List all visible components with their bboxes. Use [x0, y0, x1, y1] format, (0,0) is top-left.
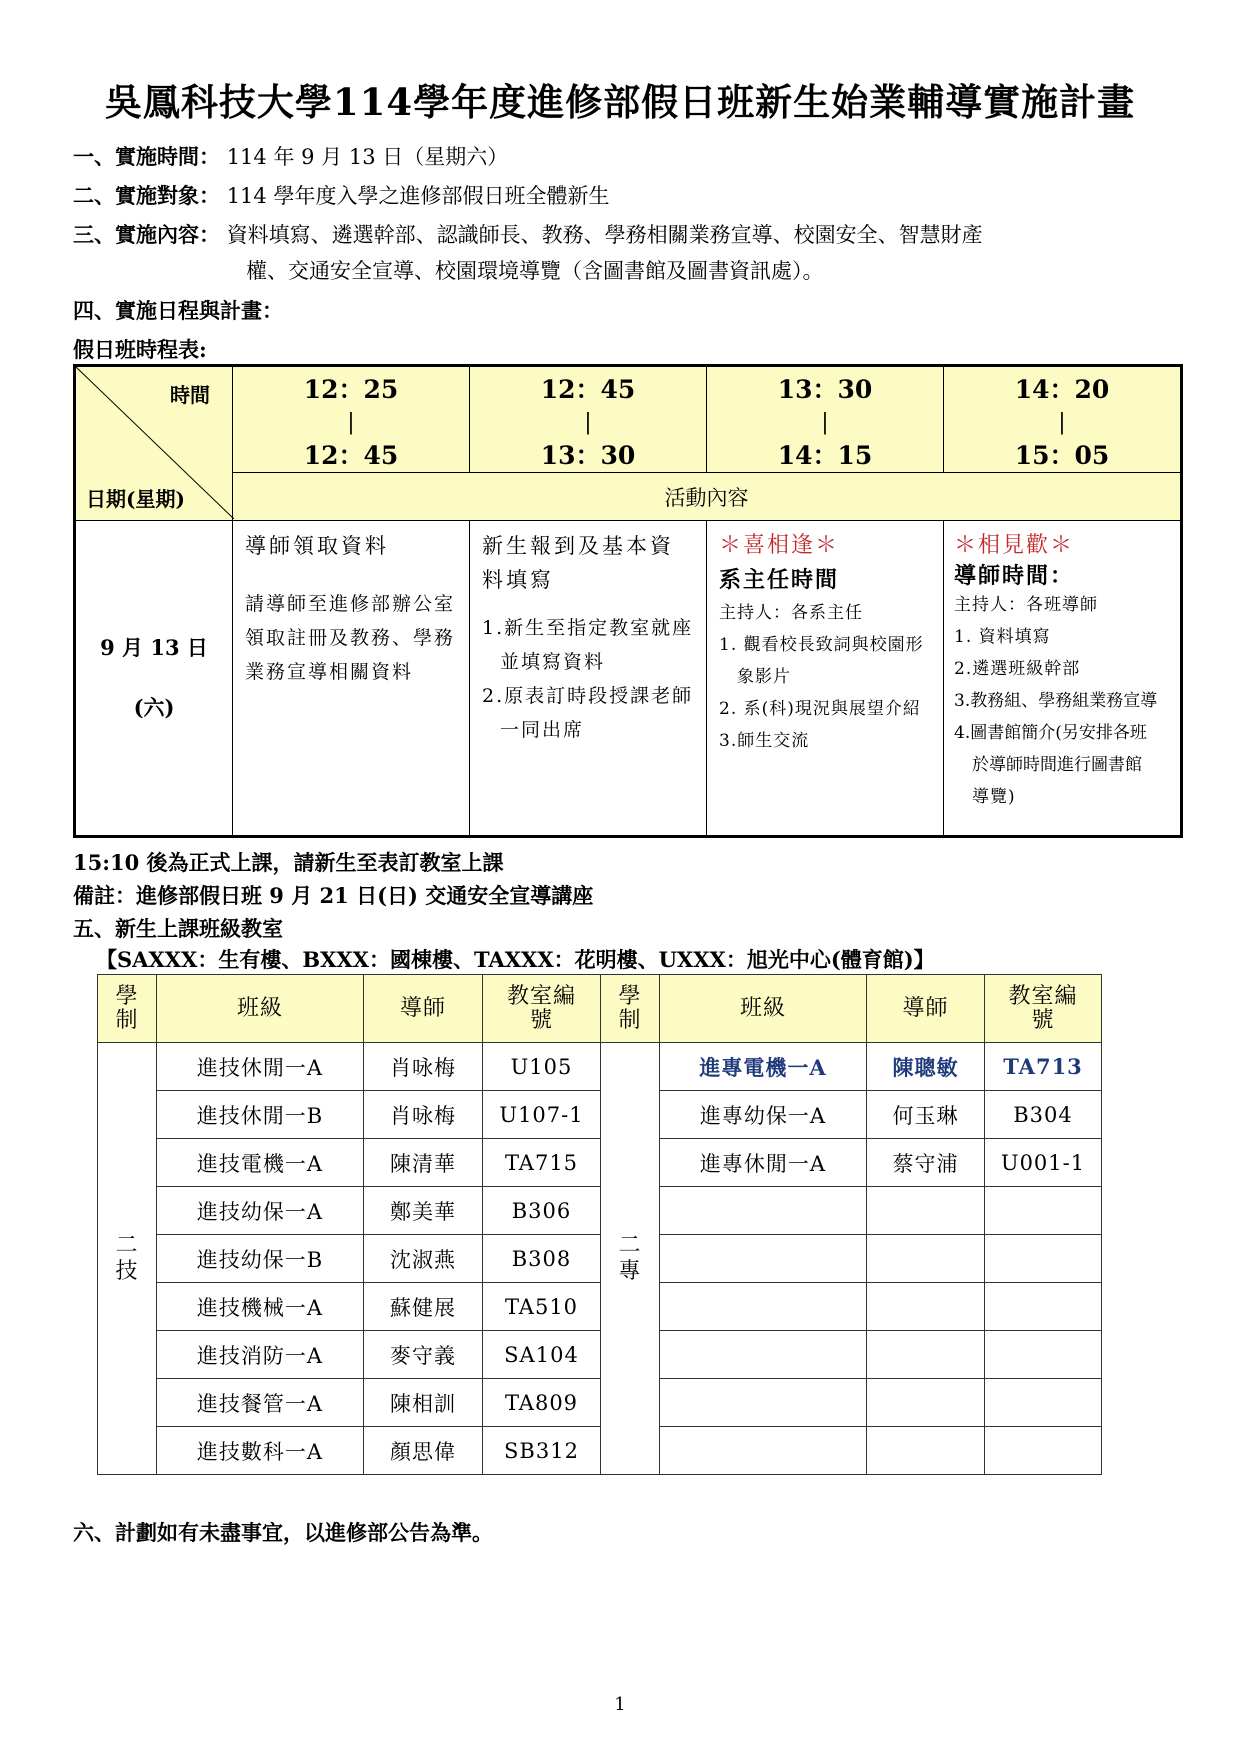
time-slot-4-separator: | [1058, 410, 1066, 435]
header-system-left: 學 制 [98, 975, 157, 1043]
header-class-right: 班級 [660, 975, 867, 1043]
class-cell: 進技餐管一A [157, 1379, 364, 1427]
table-row [98, 1043, 1102, 1091]
class-table-header [98, 975, 1102, 1043]
time-slot-3-end: 14：15 [777, 441, 873, 470]
class-cell: 進技幼保一B [157, 1235, 364, 1283]
col2-title-line1: 新生報到及基本資 [482, 534, 674, 558]
room-cell: SB312 [483, 1427, 601, 1475]
time-slot-1-start: 12：25 [303, 375, 399, 404]
col2-item1: 1.新生至指定教室就座 [482, 617, 694, 639]
room-cell: U001-1 [985, 1139, 1102, 1187]
section-5-label: 五、新生上課班級教室 [73, 916, 283, 941]
schedule-table [73, 364, 1183, 838]
empty-cell [867, 1379, 985, 1427]
col3-item2: 2. 系(科)現況與展望介紹 [719, 699, 921, 719]
room-cell: TA713 [985, 1043, 1102, 1091]
time-slot-1 [233, 366, 470, 473]
col4-item4-cont2: 導覽) [972, 787, 1016, 807]
empty-cell [867, 1427, 985, 1475]
section-1-value: 114 年 9 月 13 日（星期六） [226, 145, 509, 169]
room-cell: B308 [483, 1235, 601, 1283]
teacher-cell: 沈淑燕 [364, 1235, 483, 1283]
col4-heading: 導師時間： [954, 563, 1075, 589]
teacher-cell: 鄭美華 [364, 1187, 483, 1235]
table-row [98, 1187, 1102, 1235]
table-row [98, 1331, 1102, 1379]
time-slot-2-separator: | [584, 410, 592, 435]
empty-cell [985, 1427, 1102, 1475]
empty-cell [985, 1187, 1102, 1235]
col4-tag: ＊相見歡＊ [954, 533, 1075, 558]
col3-item1-cont: 象影片 [737, 667, 791, 687]
time-slot-4-end: 15：05 [1014, 441, 1110, 470]
section-4-label: 四、實施日程與計畫： [73, 298, 283, 323]
empty-cell [985, 1331, 1102, 1379]
time-slot-3 [707, 366, 944, 473]
class-cell: 進技電機一A [157, 1139, 364, 1187]
col2-item1-cont: 並填寫資料 [500, 651, 606, 673]
col3-item1: 1. 觀看校長致詞與校園形 [719, 635, 924, 655]
col3-tag: ＊喜相逢＊ [719, 533, 840, 558]
teacher-cell: 肖咏梅 [364, 1091, 483, 1139]
section-3-label: 三、實施內容： [73, 222, 220, 247]
corner-date-label: 日期(星期) [86, 487, 185, 511]
class-cell: 進技機械一A [157, 1283, 364, 1331]
time-slot-1-separator: | [347, 410, 355, 435]
teacher-cell: 蔡守浦 [867, 1139, 985, 1187]
room-cell: TA809 [483, 1379, 601, 1427]
col4-item1: 1. 資料填寫 [954, 627, 1051, 647]
section-2-label: 二、實施對象： [73, 183, 220, 208]
teacher-cell: 麥守義 [364, 1331, 483, 1379]
empty-cell [867, 1331, 985, 1379]
teacher-cell: 肖咏梅 [364, 1043, 483, 1091]
teacher-cell: 何玉琳 [867, 1091, 985, 1139]
class-cell: 進專休閒一A [660, 1139, 867, 1187]
class-cell: 進技幼保一A [157, 1187, 364, 1235]
col4-item4-cont1: 於導師時間進行圖書館 [972, 755, 1142, 775]
room-cell: U107-1 [483, 1091, 601, 1139]
activity-col-1 [233, 521, 470, 837]
class-cell: 進技數科一A [157, 1427, 364, 1475]
time-slot-3-start: 13：30 [777, 375, 873, 404]
teacher-cell: 顏思偉 [364, 1427, 483, 1475]
col1-body-line1: 請導師至進修部辦公室 [245, 593, 456, 615]
building-legend: 【SAXXX：生有樓、BXXX：國棟樓、TAXXX：花明樓、UXXX：旭光中心(體育館)】 [96, 947, 935, 972]
empty-cell [660, 1331, 867, 1379]
col3-heading: 系主任時間 [719, 567, 840, 593]
activity-col-4 [944, 521, 1182, 837]
class-cell: 進專幼保一A [660, 1091, 867, 1139]
empty-cell [985, 1235, 1102, 1283]
room-cell: B304 [985, 1091, 1102, 1139]
table-row [98, 1379, 1102, 1427]
schedule-date: 9 月 13 日 [100, 635, 208, 660]
empty-cell [660, 1235, 867, 1283]
section-1 [73, 141, 508, 171]
room-cell: SA104 [483, 1331, 601, 1379]
section-3 [73, 219, 983, 249]
room-cell: U105 [483, 1043, 601, 1091]
col3-item3: 3.師生交流 [719, 731, 810, 751]
col2-item2: 2.原表訂時段授課老師 [482, 685, 694, 707]
header-teacher-left: 導師 [364, 975, 483, 1043]
empty-cell [985, 1283, 1102, 1331]
table-row [98, 1091, 1102, 1139]
activity-header: 活動內容 [233, 473, 1182, 521]
time-slot-2 [470, 366, 707, 473]
class-cell: 進技休閒一A [157, 1043, 364, 1091]
table-row [98, 1283, 1102, 1331]
section-1-label: 一、實施時間： [73, 144, 220, 169]
header-room-left: 教室編 號 [483, 975, 601, 1043]
teacher-cell: 陳清華 [364, 1139, 483, 1187]
room-cell: B306 [483, 1187, 601, 1235]
time-slot-2-start: 12：45 [540, 375, 636, 404]
activity-col-2 [470, 521, 707, 837]
time-slot-4 [944, 366, 1182, 473]
section-2 [73, 180, 609, 210]
header-system-right: 學 制 [601, 975, 660, 1043]
teacher-cell: 陳相訓 [364, 1379, 483, 1427]
header-teacher-right: 導師 [867, 975, 985, 1043]
table-row [98, 1427, 1102, 1475]
header-class-left: 班級 [157, 975, 364, 1043]
room-cell: TA715 [483, 1139, 601, 1187]
col1-body-line2: 領取註冊及教務、學務 [245, 627, 456, 649]
time-slot-2-end: 13：30 [540, 441, 636, 470]
class-cell: 進技消防一A [157, 1331, 364, 1379]
class-cell: 進專電機一A [660, 1043, 867, 1091]
corner-time-label: 時間 [170, 383, 210, 407]
col2-item2-cont: 一同出席 [500, 719, 585, 741]
time-slot-3-separator: | [821, 410, 829, 435]
col1-body-line3: 業務宣導相關資料 [245, 661, 414, 683]
col4-item2: 2.遴選班級幹部 [954, 659, 1081, 679]
col3-host: 主持人：各系主任 [719, 603, 863, 623]
empty-cell [660, 1283, 867, 1331]
schedule-date-cell [75, 521, 233, 837]
table-row [98, 1235, 1102, 1283]
empty-cell [660, 1379, 867, 1427]
section-3-value-line2: 權、交通安全宣導、校園環境導覽（含圖書館及圖書資訊處）。 [246, 259, 824, 283]
section-6: 六、計劃如有未盡事宜，以進修部公告為準。 [73, 1520, 493, 1545]
teacher-cell: 陳聰敏 [867, 1043, 985, 1091]
note-class-start: 15:10 後為正式上課，請新生至表訂教室上課 [73, 850, 504, 875]
time-slot-4-start: 14：20 [1014, 375, 1110, 404]
table-row [98, 1139, 1102, 1187]
class-table [97, 974, 1102, 1475]
schedule-corner-cell [75, 366, 233, 521]
schedule-label: 假日班時程表: [73, 337, 207, 362]
col2-title-line2: 料填寫 [482, 568, 554, 592]
note-remark: 備註：進修部假日班 9 月 21 日(日) 交通安全宣導講座 [73, 883, 594, 908]
teacher-cell: 蘇健展 [364, 1283, 483, 1331]
header-room-right: 教室編 號 [985, 975, 1102, 1043]
col4-host: 主持人：各班導師 [954, 595, 1098, 615]
empty-cell [985, 1379, 1102, 1427]
document-title: 吳鳳科技大學114學年度進修部假日班新生始業輔導實施計畫 [104, 80, 1136, 124]
class-cell: 進技休閒一B [157, 1091, 364, 1139]
section-2-value: 114 學年度入學之進修部假日班全體新生 [226, 184, 610, 208]
col4-item4: 4.圖書館簡介(另安排各班 [954, 723, 1147, 743]
col4-item3: 3.教務組、學務組業務宣導 [954, 691, 1158, 711]
page-number: 1 [614, 1694, 626, 1715]
schedule-weekday: (六) [133, 695, 175, 720]
empty-cell [867, 1283, 985, 1331]
empty-cell [660, 1187, 867, 1235]
section-3-continued [246, 255, 824, 285]
group-label-right: 二 專 [601, 1043, 660, 1475]
group-label-left: 二 技 [98, 1043, 157, 1475]
empty-cell [660, 1427, 867, 1475]
activity-col-3 [707, 521, 944, 837]
section-3-value-line1: 資料填寫、遴選幹部、認識師長、教務、學務相關業務宣導、校園安全、智慧財產 [226, 223, 983, 247]
empty-cell [867, 1187, 985, 1235]
col1-title: 導師領取資料 [245, 534, 389, 558]
time-slot-1-end: 12：45 [303, 441, 399, 470]
empty-cell [867, 1235, 985, 1283]
room-cell: TA510 [483, 1283, 601, 1331]
